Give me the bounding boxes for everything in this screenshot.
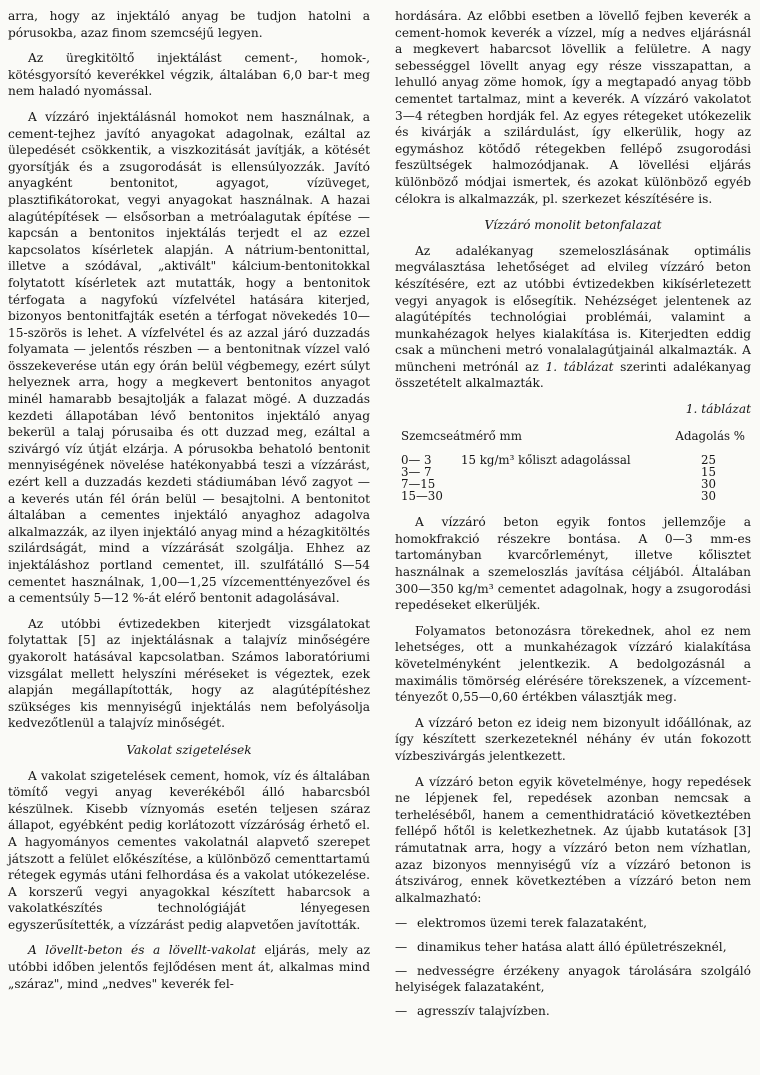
- list-item-text: agresszív talajvízben.: [417, 1003, 550, 1018]
- paragraph-text: Az adalékanyag szemeloszlásának optimális megválasztása lehetőséget ad elvileg vízzáró beton készítésére, ezt az utóbbi évtizedekben kikísérletezett vegyi anyagok is elősegítik. Nehézséget jelentenek az alagútépítés technológiai problémái, valamint a munkahézagok helyes kialakítása is. Kiterjedten eddig csak a müncheni metró vonalalagútjainál alkalmazták. A müncheni metrónál az: [395, 243, 751, 374]
- paragraph: [395, 243, 751, 392]
- table-row: [395, 466, 751, 478]
- paragraph-text: szerinti adalékanyag összetételt alkalmazták.: [395, 359, 752, 391]
- paragraph: hordására. Az előbbi esetben a lövellő fejben keverék a cement-homok keverék a vízzel, míg a nedves eljárásnál a megkevert habarcsot lövellik a felületre. A nagy sebességgel lövellt anyag egy része visszapattan, a lehulló anyag zöme homok, így a megtapadó anyag több cementet tartalmaz, mint a keverék. A vízzáró vakolatot 3—4 rétegben hordják fel. Az egyes rétegeket utókezelik és kivárják a szilárdulást, így elkerülik, hogy az egymáshoz kötődő rétegekben fellépő zsugorodási feszültségek halmozódjanak. A lövellési eljárás különböző módjai ismertek, és azokat különböző egyéb célokra is alkalmazzák, pl. szerkezet készítésére is.: [395, 9, 751, 206]
- list-item-text: elektromos üzemi terek falazataként,: [417, 916, 648, 931]
- paragraph: A vízzáró beton egyik követelménye, hogy repedések ne lépjenek fel, repedések azonban nemcsak a terheléséből, hanem a cementhidratáció következtében fellépő hőtől is keletkezhetnek. Az újabb kutatások [3] rámutatnak arra, hogy a vízzáró beton nem vízhatlan, azaz bizonyos mennyiségű víz a vízzáró betonon is átszivárog, ennek következtében a vízzáró beton nem alkalmazható:: [395, 774, 751, 905]
- table-reference: 1. táblázat: [545, 359, 614, 374]
- paragraph: Az üregkitöltő injektálást cement-, homok-, kötésgyorsító keverékkel végzik, általában 6,0 bar-t meg nem haladó nyomással.: [8, 51, 370, 99]
- section-title: Vízzáró monolit betonfalazat: [484, 218, 662, 233]
- left-column: [8, 8, 370, 992]
- table-row: [395, 478, 751, 490]
- dash-bullet: —: [395, 1003, 408, 1018]
- paragraph-text: eljárás, mely az utóbbi időben jelentős fejlődésen ment át, alkalmas mind „száraz", mind „nedves" keverék fel-: [8, 943, 370, 991]
- table-row: [395, 490, 751, 502]
- list-item-text: nedvességre érzékeny anyagok tárolására szolgáló helyiségek falazataként,: [395, 963, 751, 995]
- size-range: 7—15: [401, 477, 436, 492]
- paragraph: Folyamatos betonozásra törekednek, ahol ez nem lehetséges, ott a munkahézagok vízzáró kialakítása követelményként jelentkezik. A bedolgozásnál a maximális tömörség elérésére törekszenek, a vízcement-tényezőt 0,55—0,60 értékben választják meg.: [395, 623, 751, 705]
- size-range: 3— 7: [401, 465, 432, 480]
- dash-bullet: —: [395, 939, 408, 954]
- table-row: [395, 454, 751, 466]
- list-item: [395, 915, 751, 932]
- amount-percent: 30: [700, 489, 716, 504]
- table-header-row: [395, 428, 751, 455]
- row-note: 15 kg/m³ kőliszt adagolással: [461, 453, 631, 468]
- dash-bullet: —: [395, 916, 408, 931]
- right-column: [395, 8, 751, 1026]
- table-caption: 1. táblázat: [685, 402, 751, 417]
- list-item: [395, 939, 751, 956]
- amount-percent: 30: [700, 477, 716, 492]
- section-title: Vakolat szigetelések: [126, 742, 252, 757]
- size-range: 0— 3: [401, 453, 432, 468]
- italic-term: A lövellt-beton és a lövellt-vakolat: [28, 943, 256, 958]
- paragraph: A vízzáró injektálásnál homokot nem használnak, a cement-tejhez javító anyagokat adagolnak, ezáltal az ülepedését csökkentik, a viszkozitását javítják, a kötését gyorsítják és a zsugorodását is ellensúlyozzák. Javító anyagként bentonitot, agyagot, vízüveget, plasztifikátorokat, vegyi anyagokat használnak. A hazai alagútépítések — elsősorban a metróalagutak építése — kapcsán a bentonitos injektálás terjedt el az ezzel kapcsolatos kísérletek alapján. A nátrium-bentonittal, illetve a szódával, „aktivált" kálcium-bentonitokkal folytatott kísérletek azt mutatták, hogy a bentonitok térfogata a nagyfokú vízfelvétel hatására kiterjed, bizonyos bentonitfajták esetén a térfogat növekedés 10—15-szörös is lehet. A vízfelvétel és az azzal járó duzzadás folyamata — jelentős részben — a bentonitnak vízzel való összekeverése után egy órán belül végbemegy, ezért súlyt helyeznek arra, hogy a megkevert bentonitos anyagot minél hamarabb besajtolják a falazat mögé. A duzzadás kezdeti állapotában lévő bentonitos injektáló anyag bekerül a talaj pórusaiba és ott duzzad meg, ezáltal a szivárgó víz útját elzárja. A pórusokba behatoló bentonit mennyiségének növelése hatékonyabbá teszi a vízzárást, ezért kell a duzzadás kezdeti stádiumában lévő zagyot — a keverés után fél órán belül — besajtolni. A bentonitot általában a cementes injektáló anyaghoz adagolva alkalmazzák, az ilyen injektáló anyag mind a hézagkitöltés szilárdságát, mind a vízzárását szolgálja. Ehhez az injektáláshoz portland cementet, ill. szulfátálló S—54 cementet használnak, 1,00—1,25 vízcementtényezővel és a cementsúly 5—12 %-át elérő bentonit adagolásával.: [8, 109, 370, 606]
- list-item: [395, 1003, 751, 1020]
- paragraph: [8, 942, 370, 992]
- size-range: 15—30: [401, 489, 443, 504]
- paragraph: A vízzáró beton egyik fontos jellemzője a homokfrakció részekre bontása. A 0—3 mm-es tartományban kvarcőrleményt, illetve kőlisztet használnak a szemeloszlás javítása céljából. Általában 300—350 kg/m³ cementet adagolnak, hogy a zsugorodási repedéseket elkerüljék.: [395, 515, 751, 613]
- list-item-text: dinamikus teher hatása alatt álló épületrészeknél,: [417, 939, 727, 954]
- usage-list: [395, 915, 751, 1019]
- column-header-amount: Adagolás %: [675, 428, 745, 443]
- grain-size-table: [395, 428, 751, 503]
- column-header-size: Szemcseátmérő mm: [401, 428, 522, 443]
- row-note: [461, 478, 666, 490]
- row-note: [461, 490, 666, 502]
- paragraph: A vízzáró beton ez ideig nem bizonyult időállónak, az így készített szerkezeteknél néhány év után fokozott vízbeszivárgás jelentkezett.: [395, 715, 751, 763]
- row-note: [461, 466, 666, 478]
- amount-percent: 25: [700, 453, 716, 468]
- paragraph: Az utóbbi évtizedekben kiterjedt vizsgálatokat folytattak [5] az injektálásnak a talajvíz minőségére gyakorolt hatásával kapcsolatban. Számos laboratóriumi vizsgálat mellett helyszíni méréseket is végeztek, ezek alapján megállapították, hogy az alagútépítéshez szükséges kis mennyiségű injektálás nem befolyásolja kedvezőtlenül a talajvíz minőségét.: [8, 616, 370, 731]
- list-item: [395, 963, 751, 996]
- amount-percent: 15: [700, 465, 716, 480]
- paragraph: arra, hogy az injektáló anyag be tudjon hatolni a pórusokba, azaz finom szemcséjű legyen.: [8, 9, 370, 40]
- paragraph: A vakolat szigetelések cement, homok, víz és általában tömítő vegyi anyag keverékéből álló habarcsból készülnek. Kisebb víznyomás esetén teljesen száraz állapot, egyébként pedig korlátozott vízzáróság érhető el. A hagyományos cementes vakolatnál alapvető szerepet játszott a felület előkészítése, a különböző cementtartamú rétegek egymás utáni felhordása és a vakolat utókezelése. A korszerű vegyi anyagokkal készített habarcsok a vakolatkészítés technológiáját lényegesen egyszerűsítették, a vízzárást pedig alapvetően javították.: [8, 768, 370, 932]
- dash-bullet: —: [395, 963, 408, 978]
